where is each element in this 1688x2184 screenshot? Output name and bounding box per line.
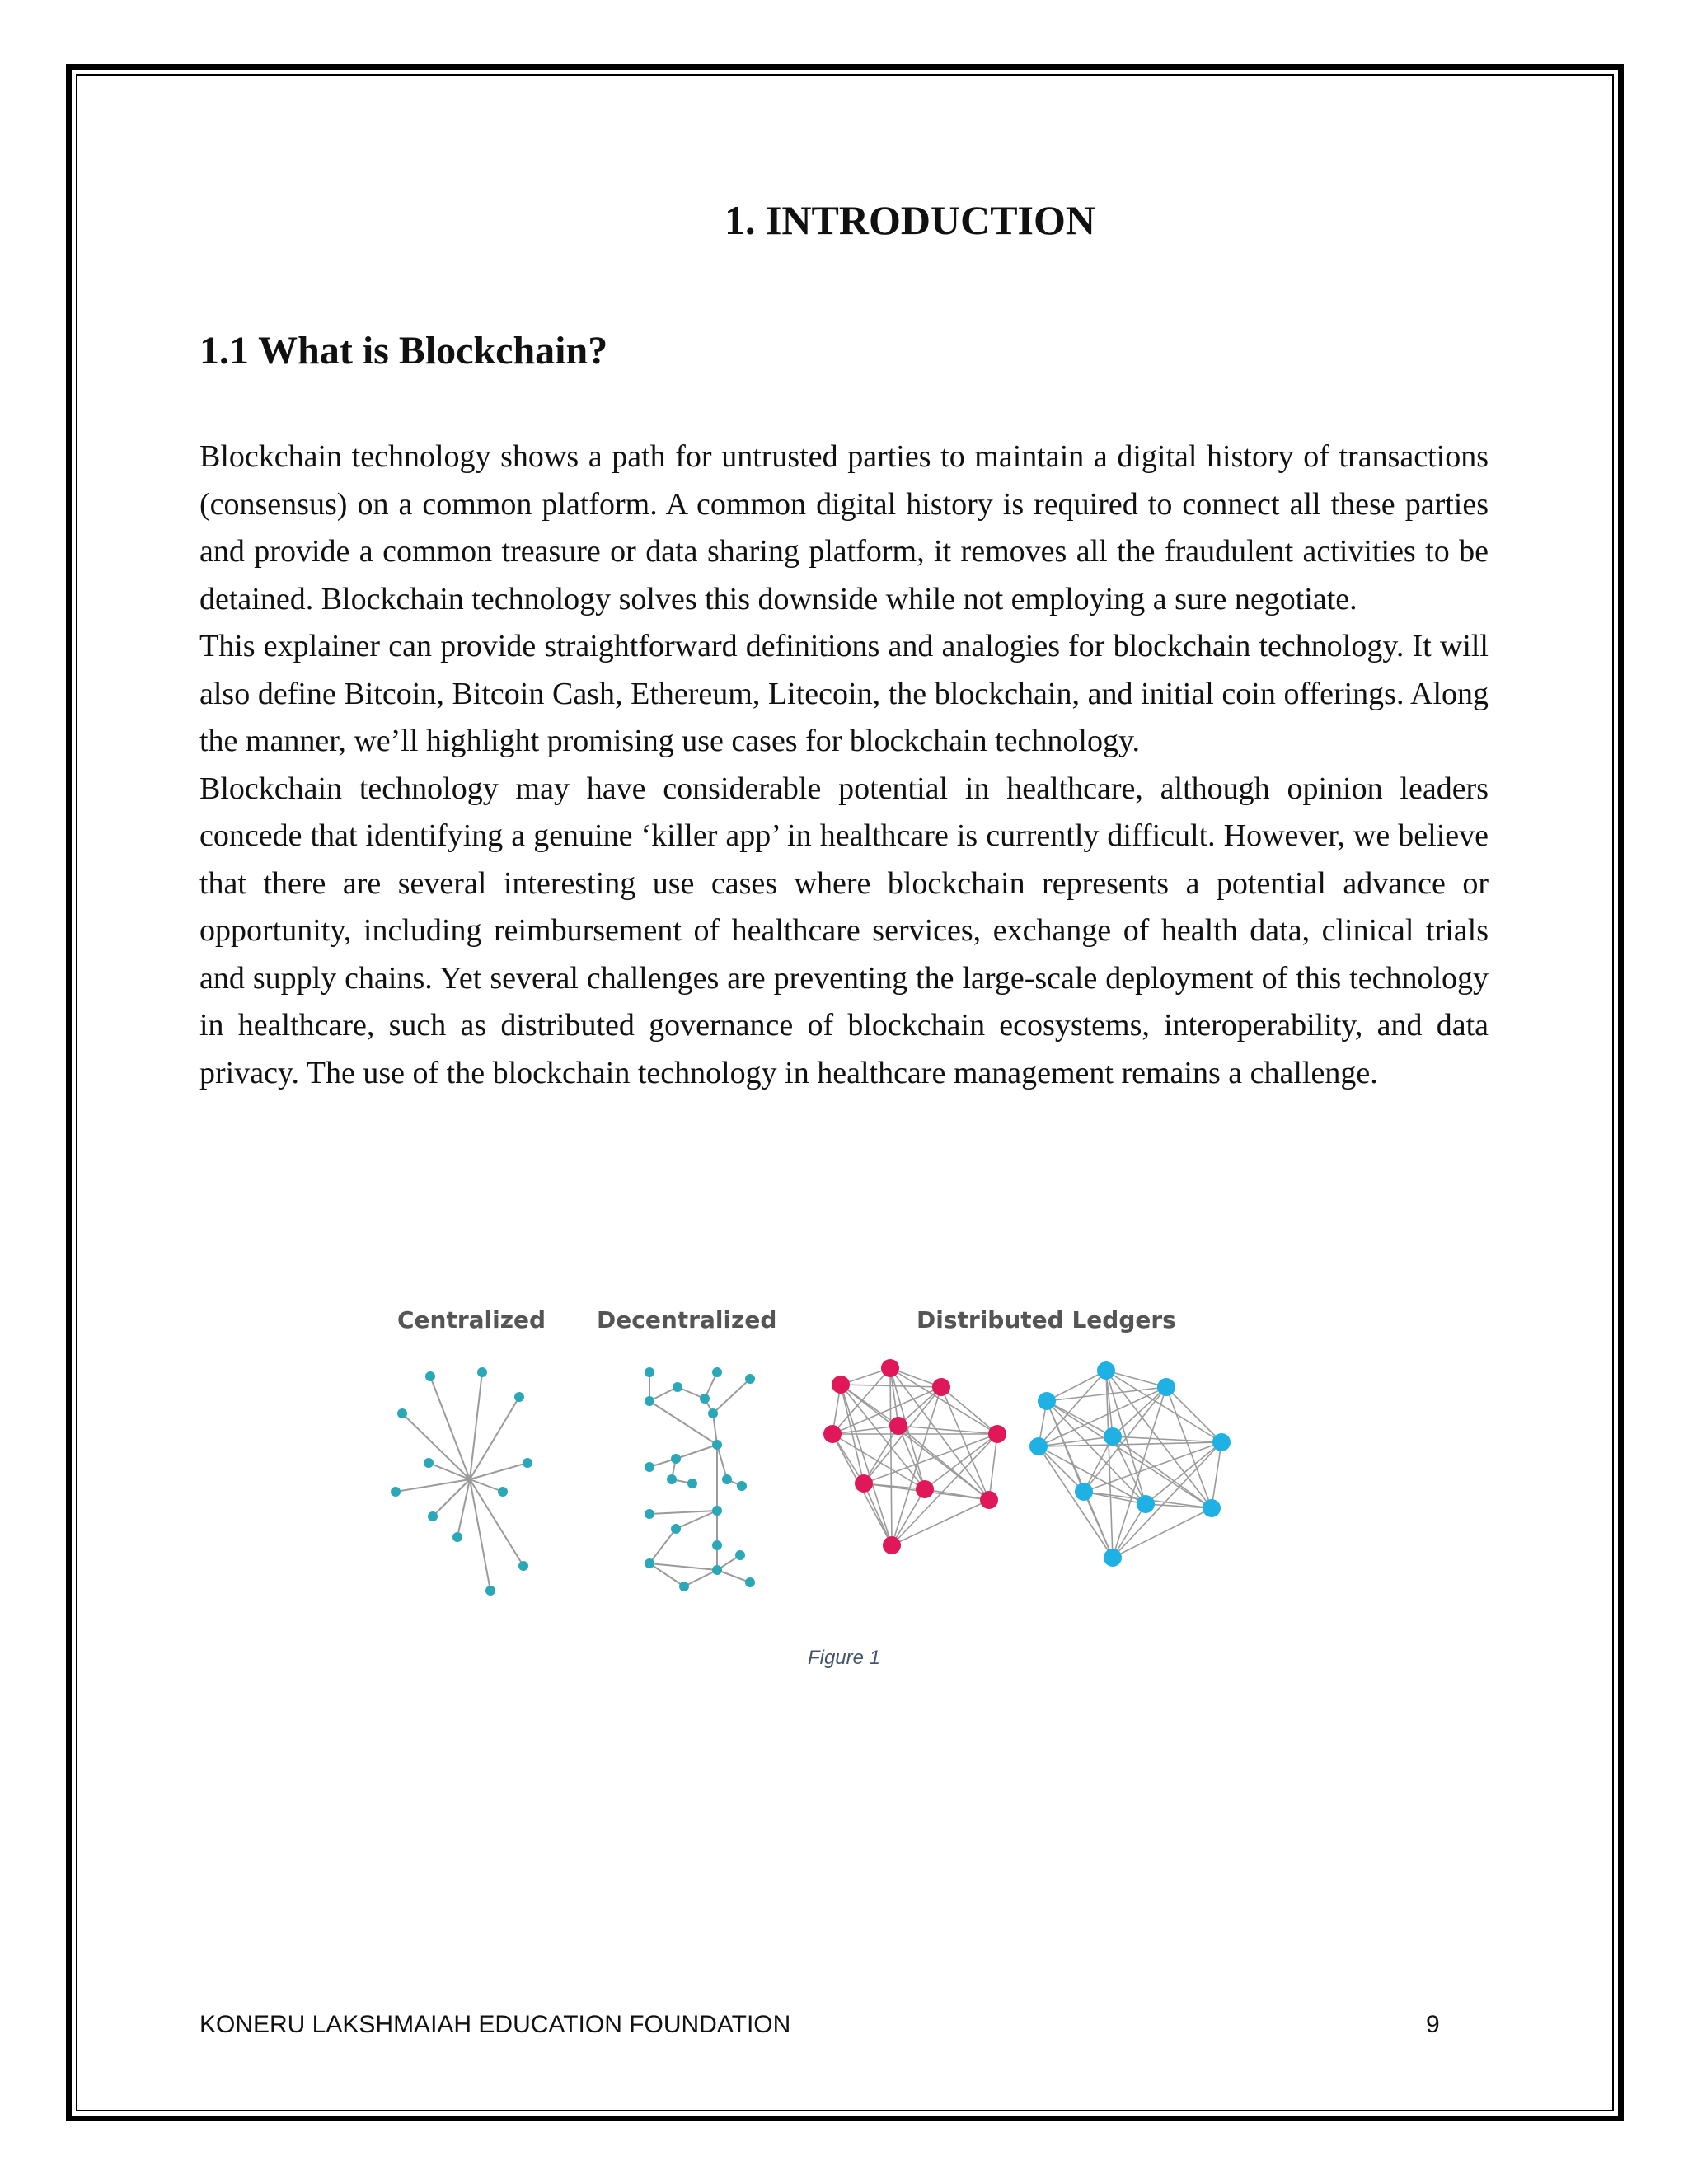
node [424, 1458, 434, 1468]
node [687, 1479, 697, 1488]
node [700, 1394, 710, 1404]
node [832, 1376, 850, 1394]
node [1212, 1433, 1231, 1451]
node [1104, 1549, 1122, 1567]
node [518, 1561, 528, 1571]
network-figure [387, 1306, 1261, 1603]
edge [649, 1563, 717, 1570]
edge [649, 1401, 717, 1445]
edge [1113, 1436, 1221, 1442]
edge [989, 1434, 997, 1500]
node [645, 1462, 654, 1472]
node [823, 1425, 842, 1443]
chapter-title: 1. INTRODUCTION [724, 197, 1096, 243]
edge [941, 1387, 989, 1500]
body-text [199, 434, 1489, 1097]
node [932, 1378, 950, 1396]
figure-caption: Figure 1 [807, 1647, 881, 1669]
label-decentralized: Decentralized [597, 1306, 777, 1333]
node [671, 1524, 681, 1534]
node [1203, 1499, 1221, 1517]
edge [1084, 1387, 1166, 1492]
edge [676, 1511, 717, 1529]
edge [717, 1445, 727, 1479]
edge [430, 1376, 470, 1479]
label-distributed-ledgers: Distributed Ledgers [917, 1306, 1176, 1333]
distributed-network-blue [1029, 1361, 1231, 1567]
edge [892, 1500, 989, 1545]
paragraph-2: This explainer can provide straightforward definitions and analogies for blockchain technology. It will also define Bitcoin, Bitcoin Cash, Ethereum, Litecoin, the blockchain, and initial coin offerings. Along the manner, we’ll highlight promising use cases for blockchain technology. [199, 629, 1489, 758]
node [712, 1540, 722, 1550]
edge [684, 1570, 717, 1586]
edge [457, 1479, 470, 1537]
edge [713, 1379, 750, 1413]
footer-page-number: 9 [1426, 2011, 1440, 2038]
node [855, 1474, 873, 1493]
edge [941, 1387, 997, 1434]
node [722, 1474, 732, 1484]
node [645, 1558, 654, 1568]
node [745, 1577, 755, 1587]
node [1029, 1437, 1048, 1455]
node [737, 1481, 747, 1491]
edge [470, 1479, 503, 1492]
paragraph-3: Blockchain technology may have considerable potential in healthcare, although opinion leaders concede that identifying a genuine ‘killer app’ in healthcare is currently difficult. However, we believe that there are several interesting use cases where blockchain represents a potential advance or opportunity, including reimbursement of healthcare services, exchange of health data, clinical trials and supply chains. Yet several challenges are preventing the large-scale deployment of this technology in healthcare, such as distributed governance of blockchain ecosystems, interoperability, and data privacy. The use of the blockchain technology in healthcare management remains a challenge. [199, 771, 1489, 1090]
footer-organization: KONERU LAKSHMAIAH EDUCATION FOUNDATION [199, 2011, 791, 2038]
node [916, 1480, 934, 1498]
edge [649, 1529, 676, 1563]
edge [864, 1483, 892, 1545]
edge [676, 1445, 717, 1459]
edge [1039, 1446, 1113, 1558]
node [712, 1367, 722, 1377]
edge [925, 1434, 997, 1489]
edge [898, 1426, 989, 1500]
node [1137, 1495, 1155, 1513]
node [745, 1374, 755, 1384]
node [980, 1491, 998, 1509]
node [889, 1417, 907, 1435]
node [523, 1458, 532, 1468]
edge [402, 1413, 470, 1479]
node [1104, 1427, 1122, 1446]
paragraph-1: Blockchain technology shows a path for untrusted parties to maintain a digital history of transactions (consensus) on a common platform. A common digital history is required to connect all these parties and provide a common treasure or data sharing platform, it removes all the fraudulent activities to be detained. Blockchain technology solves this downside while not employing a sure negotiate. [199, 439, 1489, 616]
node [428, 1511, 438, 1521]
decentralized-network [645, 1367, 755, 1591]
edge [1146, 1504, 1212, 1508]
node [452, 1532, 462, 1542]
node [514, 1392, 524, 1402]
node [679, 1582, 689, 1591]
node [988, 1425, 1006, 1443]
label-centralized: Centralized [397, 1306, 546, 1333]
node [645, 1396, 654, 1406]
edge [1047, 1371, 1106, 1401]
node [425, 1371, 435, 1381]
node [1157, 1378, 1175, 1396]
edge [1047, 1401, 1113, 1436]
node [708, 1408, 718, 1418]
node [498, 1487, 508, 1497]
edge [1084, 1442, 1221, 1492]
node [712, 1565, 722, 1575]
node [712, 1506, 722, 1516]
node [1075, 1483, 1093, 1501]
node [645, 1367, 654, 1377]
node [391, 1487, 401, 1497]
node [1097, 1361, 1115, 1380]
edge [925, 1489, 989, 1500]
edge [649, 1511, 717, 1514]
node [735, 1550, 745, 1560]
edge [1106, 1371, 1166, 1387]
edge [898, 1426, 997, 1434]
edge [717, 1570, 750, 1582]
edge [1166, 1387, 1221, 1442]
node [673, 1382, 682, 1392]
distributed-network-pink [823, 1359, 1006, 1554]
edge [898, 1426, 925, 1489]
node [477, 1367, 487, 1377]
centralized-network [391, 1367, 532, 1596]
node [397, 1408, 407, 1418]
edge [1084, 1492, 1113, 1558]
node [881, 1359, 899, 1377]
edge [892, 1387, 941, 1545]
edge [890, 1368, 892, 1545]
node [645, 1509, 654, 1519]
section-title: 1.1 What is Blockchain? [199, 329, 608, 373]
edge [1212, 1442, 1221, 1508]
node [671, 1454, 681, 1464]
node [883, 1536, 901, 1554]
node [712, 1440, 722, 1450]
node [485, 1586, 495, 1596]
edge [1039, 1446, 1084, 1492]
node [667, 1474, 677, 1484]
node [1038, 1392, 1056, 1410]
network-diagrams [387, 1306, 1261, 1603]
